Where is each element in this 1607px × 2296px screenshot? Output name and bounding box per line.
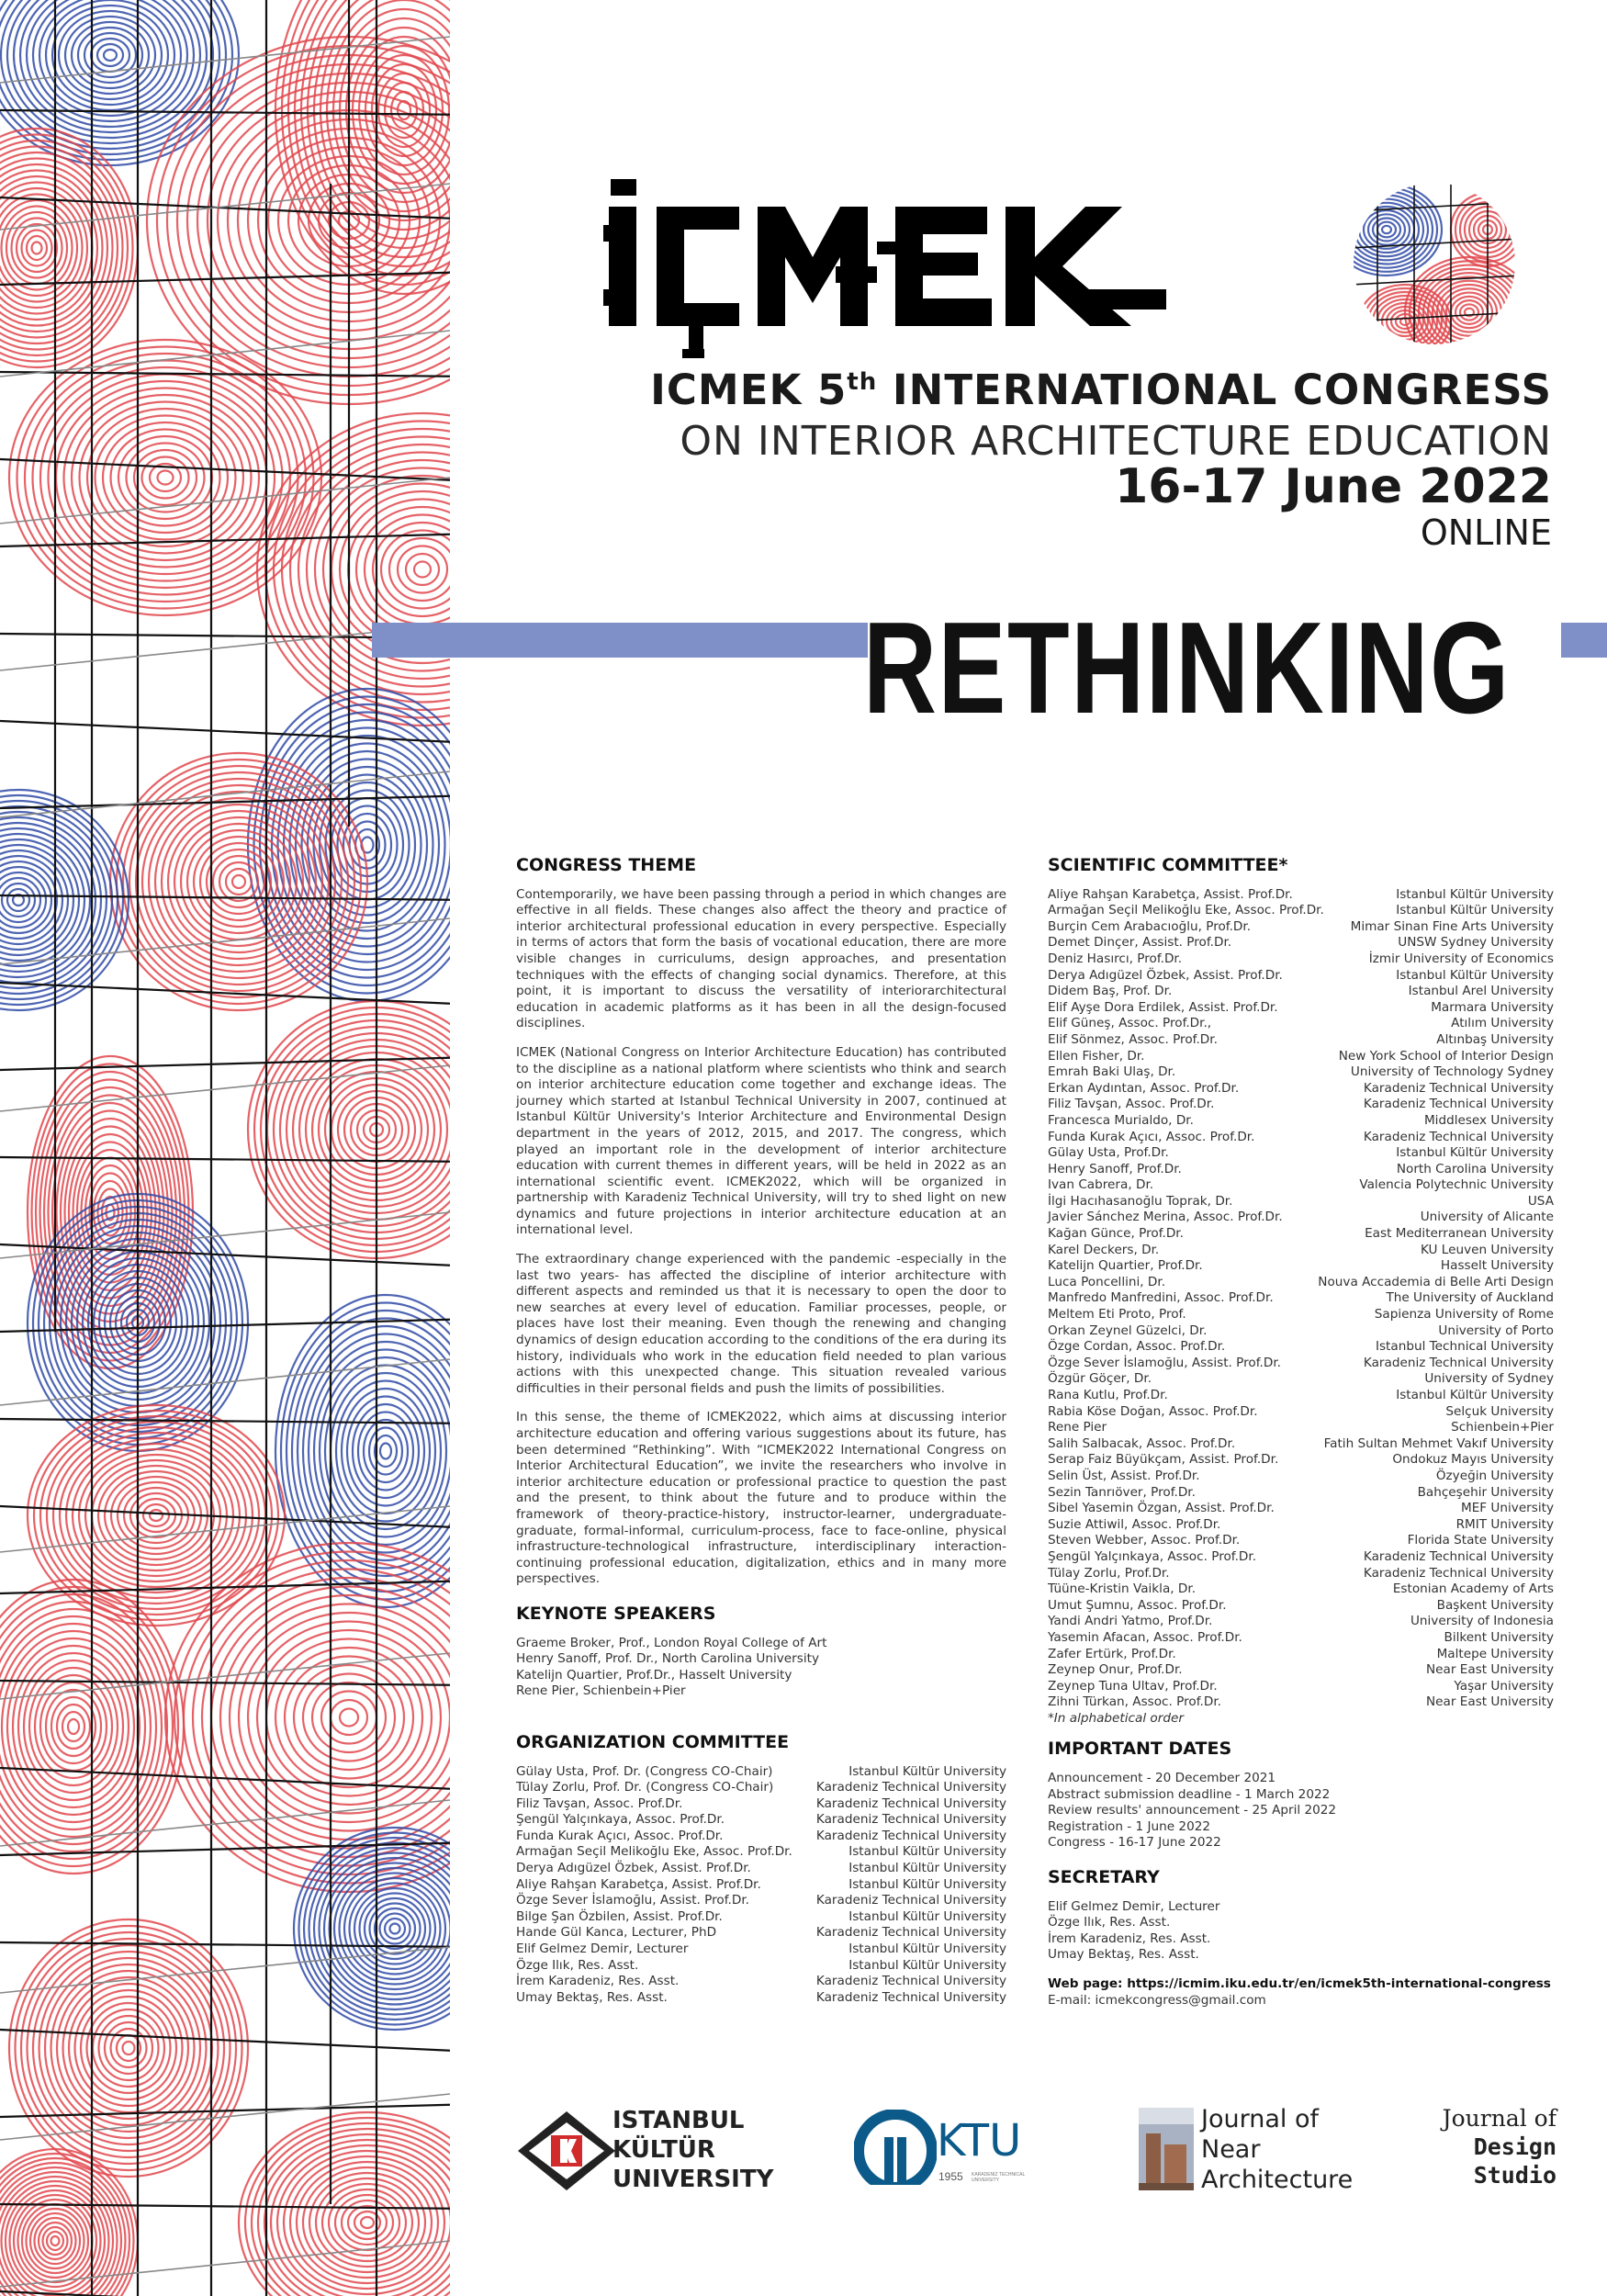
committee-row	[1048, 951, 1554, 968]
keynote-speaker: Graeme Broker, Prof., London Royal College of Art	[516, 1635, 827, 1650]
member-name: Demet Dinçer, Assist. Prof.Dr.	[1048, 935, 1232, 951]
ktu-year: 1955	[938, 2170, 963, 2183]
keynote-speaker: Henry Sanoff, Prof. Dr., North Carolina University	[516, 1651, 819, 1667]
committee-row	[1048, 1162, 1554, 1178]
ring-pattern	[110, 753, 367, 1010]
member-name: Orkan Zeynel Güzelci, Dr.	[1048, 1322, 1208, 1338]
member-institution: Hasselt University	[1440, 1258, 1554, 1274]
member-name: Gülay Usta, Prof.Dr.	[1048, 1145, 1169, 1161]
member-name: Derya Adıgüzel Özbek, Assist. Prof.Dr.	[1048, 967, 1283, 983]
member-name: Aliye Rahşan Karabetça, Assist. Prof.Dr.	[1048, 886, 1293, 902]
committee-row	[1048, 1226, 1554, 1243]
icmek-logo	[601, 179, 1208, 367]
committee-row	[1048, 1420, 1554, 1436]
member-name: Tülay Zorlu, Prof.Dr.	[1048, 1565, 1170, 1581]
member-institution: North Carolina University	[1396, 1161, 1554, 1176]
member-institution: Karadeniz Technical University	[815, 1974, 1006, 1989]
committee-row	[1048, 919, 1554, 936]
member-institution: Istanbul Technical University	[1375, 1339, 1554, 1355]
member-name: Francesca Murialdo, Dr.	[1048, 1112, 1194, 1128]
member-institution: Istanbul Kültür University	[848, 1861, 1006, 1876]
member-name: Deniz Hasırcı, Prof.Dr.	[1048, 951, 1183, 966]
secretary-heading: SECRETARY	[1048, 1867, 1160, 1888]
scientific-list	[1048, 887, 1554, 1711]
committee-row	[1048, 1662, 1554, 1679]
member-institution: University of Technology Sydney	[1350, 1064, 1554, 1080]
committee-row	[516, 1829, 1006, 1845]
committee-row	[1048, 1598, 1554, 1615]
member-institution: University of Porto	[1438, 1322, 1554, 1338]
member-name: Serap Faiz Büyükçam, Assist. Prof.Dr.	[1048, 1452, 1279, 1468]
member-name: Özge Sever İslamoğlu, Assist. Prof.Dr.	[516, 1893, 749, 1908]
member-institution: Mimar Sinan Fine Arts University	[1350, 918, 1554, 934]
member-name: Umay Bektaş, Res. Asst.	[516, 1989, 668, 2005]
committee-row	[516, 1990, 1006, 2007]
member-name: Salih Salbacak, Assoc. Prof.Dr.	[1048, 1435, 1236, 1451]
member-name: Elif Gelmez Demir, Lecturer	[516, 1941, 689, 1957]
jna-line-3: Architecture	[1201, 2166, 1354, 2194]
organization-heading: ORGANIZATION COMMITTEE	[516, 1731, 790, 1752]
ring-pattern	[239, 2112, 450, 2296]
ring-pattern	[294, 1828, 450, 2030]
member-institution: Istanbul Kültür University	[848, 1941, 1006, 1957]
committee-row	[1048, 1517, 1554, 1534]
iku-line-1: ISTANBUL	[612, 2107, 745, 2134]
committee-row	[516, 1812, 1006, 1829]
dates-heading: IMPORTANT DATES	[1048, 1739, 1232, 1760]
member-name: Tülay Zorlu, Prof. Dr. (Congress CO-Chair)	[516, 1780, 774, 1795]
member-name: Luca Poncellini, Dr.	[1048, 1274, 1166, 1289]
committee-row	[1048, 1097, 1554, 1113]
committee-row	[1048, 1016, 1554, 1032]
member-name: Armağan Seçil Melikoğlu Eke, Assoc. Prof.Dr.	[1048, 903, 1324, 918]
committee-row	[1048, 1339, 1554, 1356]
member-name: İlgi Hacıhasanoğlu Toprak, Dr.	[1048, 1193, 1233, 1209]
congress-dates: 16-17 June 2022	[1115, 459, 1552, 514]
ktu-name: KTU	[937, 2115, 1022, 2167]
member-institution: Bahçeşehir University	[1417, 1484, 1554, 1500]
member-institution: KU Leuven University	[1420, 1242, 1554, 1257]
congress-title: ICMEK 5th INTERNATIONAL CONGRESS	[650, 366, 1552, 414]
committee-row	[1048, 1452, 1554, 1469]
congress-subtitle: ON INTERIOR ARCHITECTURE EDUCATION	[680, 418, 1552, 465]
member-institution: Özyeğin University	[1435, 1468, 1554, 1483]
committee-row	[1048, 1145, 1554, 1162]
committee-row	[1048, 1388, 1554, 1404]
member-institution: Karadeniz Technical University	[815, 1828, 1006, 1843]
decorative-artwork	[0, 0, 450, 2296]
committee-row	[1048, 1485, 1554, 1502]
member-name: Selin Üst, Assist. Prof.Dr.	[1048, 1468, 1200, 1483]
member-institution: Valencia Polytechnic University	[1359, 1177, 1554, 1193]
member-name: Sezin Tanrıöver, Prof.Dr.	[1048, 1484, 1196, 1500]
member-institution: Istanbul Kültür University	[848, 1876, 1006, 1892]
committee-row	[1048, 1000, 1554, 1017]
iku-line-2: KÜLTÜR	[612, 2136, 715, 2164]
congress-mode: ONLINE	[1420, 512, 1552, 553]
web-page-link[interactable]: Web page: https://icmim.iku.edu.tr/en/icmek5th-international-congress	[1048, 1976, 1551, 1991]
member-institution: Karadeniz Technical University	[815, 1989, 1006, 2005]
member-institution: Middlesex University	[1423, 1112, 1554, 1128]
committee-row	[1048, 1647, 1554, 1663]
member-name: Katelijn Quartier, Prof.Dr.	[1048, 1258, 1203, 1274]
member-institution: Istanbul Kültür University	[848, 1844, 1006, 1860]
member-name: Özge Sever İslamoğlu, Assist. Prof.Dr.	[1048, 1355, 1281, 1370]
committee-row	[1048, 1177, 1554, 1194]
member-name: Meltem Eti Proto, Prof.	[1048, 1307, 1186, 1322]
theme-paragraph: ICMEK (National Congress on Interior Architecture Education) has contributed to the discipline as a national platform where scientists who think and search on interior architecture education come together and exchange ideas. The journey which started at Istanbul Technical University in 2007, continued at Istanbul Kültür University's Interior Architecture and Environmental Design department in the years of 2012, 2015, and 2017. The congress, which played an important role in the development of interior architecture education with current themes in different years, will be held in 2022 as an international scientific event. ICMEK2022, which will be organized in partnership with Karadeniz Technical University, will try to shed light on new dynamics and future projections in interior architecture education at an international level.	[516, 1044, 1006, 1238]
committee-row	[1048, 1290, 1554, 1307]
committee-row	[1048, 1469, 1554, 1485]
committee-row	[1048, 1501, 1554, 1517]
committee-row	[1048, 1323, 1554, 1340]
member-name: Ellen Fisher, Dr.	[1048, 1048, 1145, 1064]
member-institution: Karadeniz Technical University	[1363, 1097, 1554, 1112]
secretary-item: Umay Bektaş, Res. Asst.	[1048, 1947, 1199, 1963]
member-name: Özge Cordan, Assoc. Prof.Dr.	[1048, 1339, 1226, 1355]
member-name: Gülay Usta, Prof. Dr. (Congress CO-Chair)	[516, 1763, 773, 1779]
member-name: Zafer Ertürk, Prof.Dr.	[1048, 1646, 1176, 1661]
committee-row	[1048, 984, 1554, 1000]
member-name: Elif Sönmez, Assoc. Prof.Dr.	[1048, 1031, 1218, 1047]
member-name: Şengül Yalçınkaya, Assoc. Prof.Dr.	[516, 1812, 725, 1828]
member-name: Suzie Attiwil, Assoc. Prof.Dr.	[1048, 1516, 1221, 1532]
member-name: Funda Kurak Açıcı, Assoc. Prof.Dr.	[516, 1828, 724, 1843]
jna-logo	[1139, 2099, 1354, 2200]
member-name: Yasemin Afacan, Assoc. Prof.Dr.	[1048, 1629, 1242, 1645]
date-item: Registration - 1 June 2022	[1048, 1818, 1211, 1834]
committee-row	[1048, 1275, 1554, 1291]
committee-row	[1048, 1210, 1554, 1226]
member-name: Ivan Cabrera, Dr.	[1048, 1177, 1154, 1193]
date-item: Review results' announcement - 25 April 2022	[1048, 1803, 1337, 1818]
committee-row	[516, 1861, 1006, 1877]
committee-row	[1048, 1371, 1554, 1388]
member-institution: Istanbul Kültür University	[848, 1763, 1006, 1779]
member-name: Filiz Tavşan, Assoc. Prof.Dr.	[516, 1795, 683, 1811]
committee-row	[1048, 1679, 1554, 1695]
jna-line-1: Journal of	[1201, 2105, 1319, 2133]
member-institution: Karadeniz Technical University	[815, 1925, 1006, 1941]
committee-row	[1048, 1064, 1554, 1081]
member-institution: Ondokuz Mayıs University	[1392, 1452, 1554, 1468]
member-name: Şengül Yalçınkaya, Assoc. Prof.Dr.	[1048, 1548, 1257, 1564]
ktu-logo	[854, 2099, 1047, 2200]
committee-row	[1048, 887, 1554, 904]
member-name: Zeynep Tuna Ultav, Prof.Dr.	[1048, 1678, 1218, 1694]
member-institution: Istanbul Kültür University	[1396, 886, 1554, 902]
jds-line-1: Journal of	[1442, 2105, 1556, 2132]
committee-row	[1048, 1113, 1554, 1130]
ktu-subtitle: KARADENİZ TECHNICAL UNIVERSITY	[972, 2172, 1026, 2183]
member-institution: Bilkent University	[1444, 1629, 1554, 1645]
jna-line-2: Near	[1201, 2135, 1261, 2164]
member-name: Karel Deckers, Dr.	[1048, 1242, 1160, 1257]
left-column	[516, 855, 1006, 2006]
member-name: Umut Şumnu, Assoc. Prof.Dr.	[1048, 1597, 1227, 1613]
committee-row	[516, 1844, 1006, 1861]
member-name: Zihni Türkan, Assoc. Prof.Dr.	[1048, 1694, 1221, 1710]
member-institution: Karadeniz Technical University	[815, 1780, 1006, 1795]
member-institution: MEF University	[1460, 1501, 1554, 1516]
member-name: Özge Ilık, Res. Asst.	[516, 1957, 639, 1973]
member-institution: Estonian Academy of Arts	[1392, 1581, 1554, 1597]
committee-row	[516, 1958, 1006, 1975]
member-institution: New York School of Interior Design	[1338, 1048, 1554, 1064]
right-column	[1048, 855, 1554, 2009]
member-name: Rabia Köse Doğan, Assoc. Prof.Dr.	[1048, 1403, 1258, 1419]
member-name: Hande Gül Kanca, Lecturer, PhD	[516, 1925, 717, 1941]
member-institution: İzmir University of Economics	[1368, 951, 1554, 966]
committee-row	[1048, 1307, 1554, 1323]
committee-row	[516, 1925, 1006, 1941]
committee-row	[1048, 1032, 1554, 1049]
alphabetical-note: *In alphabetical order	[1048, 1710, 1184, 1726]
member-institution: Karadeniz Technical University	[1363, 1129, 1554, 1144]
member-name: Kağan Günce, Prof.Dr.	[1048, 1226, 1184, 1242]
member-institution: Schienbein+Pier	[1451, 1420, 1554, 1435]
jds-line-3: Studio	[1473, 2162, 1556, 2189]
committee-row	[516, 1796, 1006, 1813]
member-institution: Karadeniz Technical University	[815, 1795, 1006, 1811]
jds-logo	[1396, 2099, 1556, 2200]
committee-row	[1048, 1533, 1554, 1549]
member-institution: Karadeniz Technical University	[1363, 1548, 1554, 1564]
ring-pattern	[0, 790, 129, 1010]
committee-row	[1048, 1130, 1554, 1146]
date-item: Announcement - 20 December 2021	[1048, 1771, 1276, 1786]
member-institution: Altınbaş University	[1436, 1031, 1554, 1047]
member-name: Elif Güneş, Assoc. Prof.Dr.,	[1048, 1016, 1212, 1031]
email-link[interactable]: E-mail: icmekcongress@gmail.com	[1048, 1992, 1266, 2008]
keynote-list	[516, 1636, 1006, 1700]
member-name: Filiz Tavşan, Assoc. Prof.Dr.	[1048, 1097, 1215, 1112]
keynote-speaker: Katelijn Quartier, Prof.Dr., Hasselt University	[516, 1667, 792, 1683]
member-institution: East Mediterranean University	[1365, 1226, 1554, 1242]
member-institution: Karadeniz Technical University	[1363, 1355, 1554, 1370]
member-institution: Istanbul Kültür University	[848, 1957, 1006, 1973]
member-name: Bilge Şan Özbilen, Assist. Prof.Dr.	[516, 1908, 723, 1924]
member-name: Steven Webber, Assoc. Prof.Dr.	[1048, 1533, 1241, 1548]
committee-row	[516, 1780, 1006, 1796]
committee-row	[1048, 1243, 1554, 1259]
committee-row	[1048, 1081, 1554, 1097]
member-institution: Istanbul Arel University	[1408, 984, 1554, 999]
theme-paragraph: In this sense, the theme of ICMEK2022, which aims at discussing interior architecture education and offering various suggestions about its future, has been determined “Rethinking”. With “ICMEK2022 International Congress on Interior Architectural Education”, we invite the researchers who involve in interior architecture education or professional practice to question the past and the present, to think about the future and to produce within the framework of theory-practice-history, instructor-learner, undergraduate-graduate, formal-informal, curriculum-process, face to face-online, physical infrastructure-technological infrastructure, interdisciplinary interaction-continuing professional education, digitalization, ethics and in many more perspectives.	[516, 1410, 1006, 1587]
congress-theme-heading: CONGRESS THEME	[516, 855, 697, 875]
member-institution: Sapienza University of Rome	[1374, 1307, 1554, 1322]
member-institution: RMIT University	[1455, 1516, 1554, 1532]
member-name: Funda Kurak Açıcı, Assoc. Prof.Dr.	[1048, 1129, 1255, 1144]
member-name: Sibel Yasemin Özgan, Assist. Prof.Dr.	[1048, 1501, 1275, 1516]
member-name: Armağan Seçil Melikoğlu Eke, Assoc. Prof.Dr.	[516, 1844, 792, 1860]
member-institution: Atılım University	[1451, 1016, 1554, 1031]
member-institution: Karadeniz Technical University	[815, 1893, 1006, 1908]
date-item: Abstract submission deadline - 1 March 2022	[1048, 1786, 1331, 1802]
member-institution: The University of Auckland	[1386, 1290, 1554, 1306]
accent-band-left	[372, 623, 868, 658]
committee-row	[1048, 968, 1554, 985]
member-institution: University of Alicante	[1420, 1210, 1554, 1225]
member-name: İrem Karadeniz, Res. Asst.	[516, 1974, 680, 1989]
committee-row	[1048, 1049, 1554, 1065]
iku-logo	[516, 2099, 774, 2200]
organization-list	[516, 1764, 1006, 2007]
committee-row	[1048, 1258, 1554, 1275]
committee-row	[516, 1877, 1006, 1894]
emblem-graphic	[1350, 174, 1520, 354]
keynote-speaker: Rene Pier, Schienbein+Pier	[516, 1683, 686, 1699]
ktu-emblem-icon	[854, 2110, 937, 2192]
committee-row	[1048, 1549, 1554, 1566]
keynote-heading: KEYNOTE SPEAKERS	[516, 1603, 716, 1624]
member-institution: Nouva Accademia di Belle Arti Design	[1318, 1274, 1554, 1289]
theme-word: RETHINKING	[863, 595, 1511, 741]
committee-row	[1048, 1436, 1554, 1453]
scientific-heading: SCIENTIFIC COMMITTEE*	[1048, 855, 1288, 875]
accent-band-right	[1561, 623, 1607, 658]
member-name: Özgür Göçer, Dr.	[1048, 1371, 1152, 1387]
committee-row	[1048, 1194, 1554, 1210]
member-institution: Istanbul Kültür University	[1396, 967, 1554, 983]
member-name: Javier Sánchez Merina, Assoc. Prof.Dr.	[1048, 1210, 1283, 1225]
secretary-item: Elif Gelmez Demir, Lecturer	[1048, 1898, 1220, 1914]
journal-cover-icon	[1139, 2108, 1194, 2190]
iku-line-3: UNIVERSITY	[612, 2166, 774, 2193]
theme-paragraph: Contemporarily, we have been passing through a period in which changes are effective in all fields. These changes also affect the theory and practice of interior architectural professional education in every perspective. Especially in terms of actors that form the basis of vocational education, there are more visible changes in curriculums, design approaches, and presentation techniques with the effects of changing social dynamics. Therefore, at this point, it is important to discuss the versatility of interiorarchitectural education in academic platforms as it has been in all the design-focused disciplines.	[516, 886, 1006, 1031]
member-institution: Florida State University	[1407, 1533, 1554, 1548]
member-institution: Fatih Sultan Mehmet Vakıf University	[1323, 1435, 1554, 1451]
ring-pattern	[0, 2149, 138, 2296]
member-institution: Yaşar University	[1454, 1678, 1554, 1694]
secretary-item: İrem Karadeniz, Res. Asst.	[1048, 1930, 1211, 1946]
member-institution: University of Sydney	[1424, 1371, 1554, 1387]
member-institution: Istanbul Kültür University	[1396, 1145, 1554, 1161]
member-name: Manfredo Manfredini, Assoc. Prof.Dr.	[1048, 1290, 1274, 1306]
committee-row	[1048, 1614, 1554, 1630]
member-name: Rene Pier	[1048, 1420, 1107, 1435]
member-name: Zeynep Onur, Prof.Dr.	[1048, 1662, 1183, 1678]
ring-pattern	[257, 413, 450, 726]
committee-row	[516, 1893, 1006, 1909]
committee-row	[516, 1764, 1006, 1781]
committee-row	[1048, 1581, 1554, 1598]
member-institution: Near East University	[1426, 1662, 1554, 1678]
jds-line-2: Design	[1473, 2133, 1556, 2160]
ring-pattern	[248, 1001, 450, 1258]
member-institution: Başkent University	[1436, 1597, 1554, 1613]
committee-row	[1048, 935, 1554, 951]
committee-row	[1048, 1694, 1554, 1711]
member-institution: USA	[1527, 1193, 1554, 1209]
iku-emblem-icon	[516, 2110, 617, 2192]
date-item: Congress - 16-17 June 2022	[1048, 1835, 1221, 1851]
congress-theme-text	[516, 887, 1006, 1588]
dates-list	[1048, 1771, 1554, 1851]
member-name: Tüüne-Kristin Vaikla, Dr.	[1048, 1581, 1197, 1597]
member-institution: Istanbul Kültür University	[1396, 903, 1554, 918]
member-name: Didem Baş, Prof. Dr.	[1048, 984, 1173, 999]
committee-row	[1048, 1404, 1554, 1421]
member-institution: Marmara University	[1431, 999, 1554, 1015]
secretary-list	[1048, 1899, 1554, 1964]
committee-row	[1048, 1356, 1554, 1372]
member-name: Rana Kutlu, Prof.Dr.	[1048, 1388, 1168, 1402]
committee-row	[1048, 1566, 1554, 1582]
member-institution: Selçuk University	[1445, 1403, 1554, 1419]
member-name: Yandi Andri Yatmo, Prof.Dr.	[1048, 1614, 1213, 1629]
member-institution: Istanbul Kültür University	[1396, 1388, 1554, 1402]
member-name: Elif Ayşe Dora Erdilek, Assist. Prof.Dr.	[1048, 999, 1278, 1015]
member-name: Aliye Rahşan Karabetça, Assist. Prof.Dr.	[516, 1876, 761, 1892]
committee-row	[516, 1909, 1006, 1926]
member-institution: Istanbul Kültür University	[848, 1908, 1006, 1924]
committee-row	[1048, 1630, 1554, 1647]
committee-row	[516, 1941, 1006, 1958]
member-name: Emrah Baki Ulaş, Dr.	[1048, 1064, 1176, 1080]
member-name: Derya Adıgüzel Özbek, Assist. Prof.Dr.	[516, 1861, 751, 1876]
member-institution: Karadeniz Technical University	[815, 1812, 1006, 1828]
member-institution: Maltepe University	[1436, 1646, 1554, 1661]
member-institution: University of Indonesia	[1410, 1614, 1554, 1629]
member-institution: Karadeniz Technical University	[1363, 1080, 1554, 1096]
committee-row	[516, 1974, 1006, 1990]
secretary-item: Özge Ilık, Res. Asst.	[1048, 1915, 1171, 1930]
theme-paragraph: The extraordinary change experienced with the pandemic -especially in the last two years- has affected the discipline of interior architecture with different aspects and reminded us that it is necessary to open the door to new searches at every level of education. Familiar processes, people, or places have lost their meaning. Even though the renewing and changing dynamics of design education according to the conditions of the era during its history, individuals who work in the education field needed to plan various actions with this unexpected change. This situation revealed various difficulties in their personal fields and push the limits of possibilities.	[516, 1252, 1006, 1396]
member-name: Burçin Cem Arabacıoğlu, Prof.Dr.	[1048, 918, 1252, 934]
member-institution: Near East University	[1426, 1694, 1554, 1710]
member-institution: UNSW Sydney University	[1398, 935, 1554, 951]
member-name: Henry Sanoff, Prof.Dr.	[1048, 1161, 1182, 1176]
committee-row	[1048, 903, 1554, 919]
member-institution: Karadeniz Technical University	[1363, 1565, 1554, 1581]
member-name: Erkan Aydıntan, Assoc. Prof.Dr.	[1048, 1080, 1240, 1096]
